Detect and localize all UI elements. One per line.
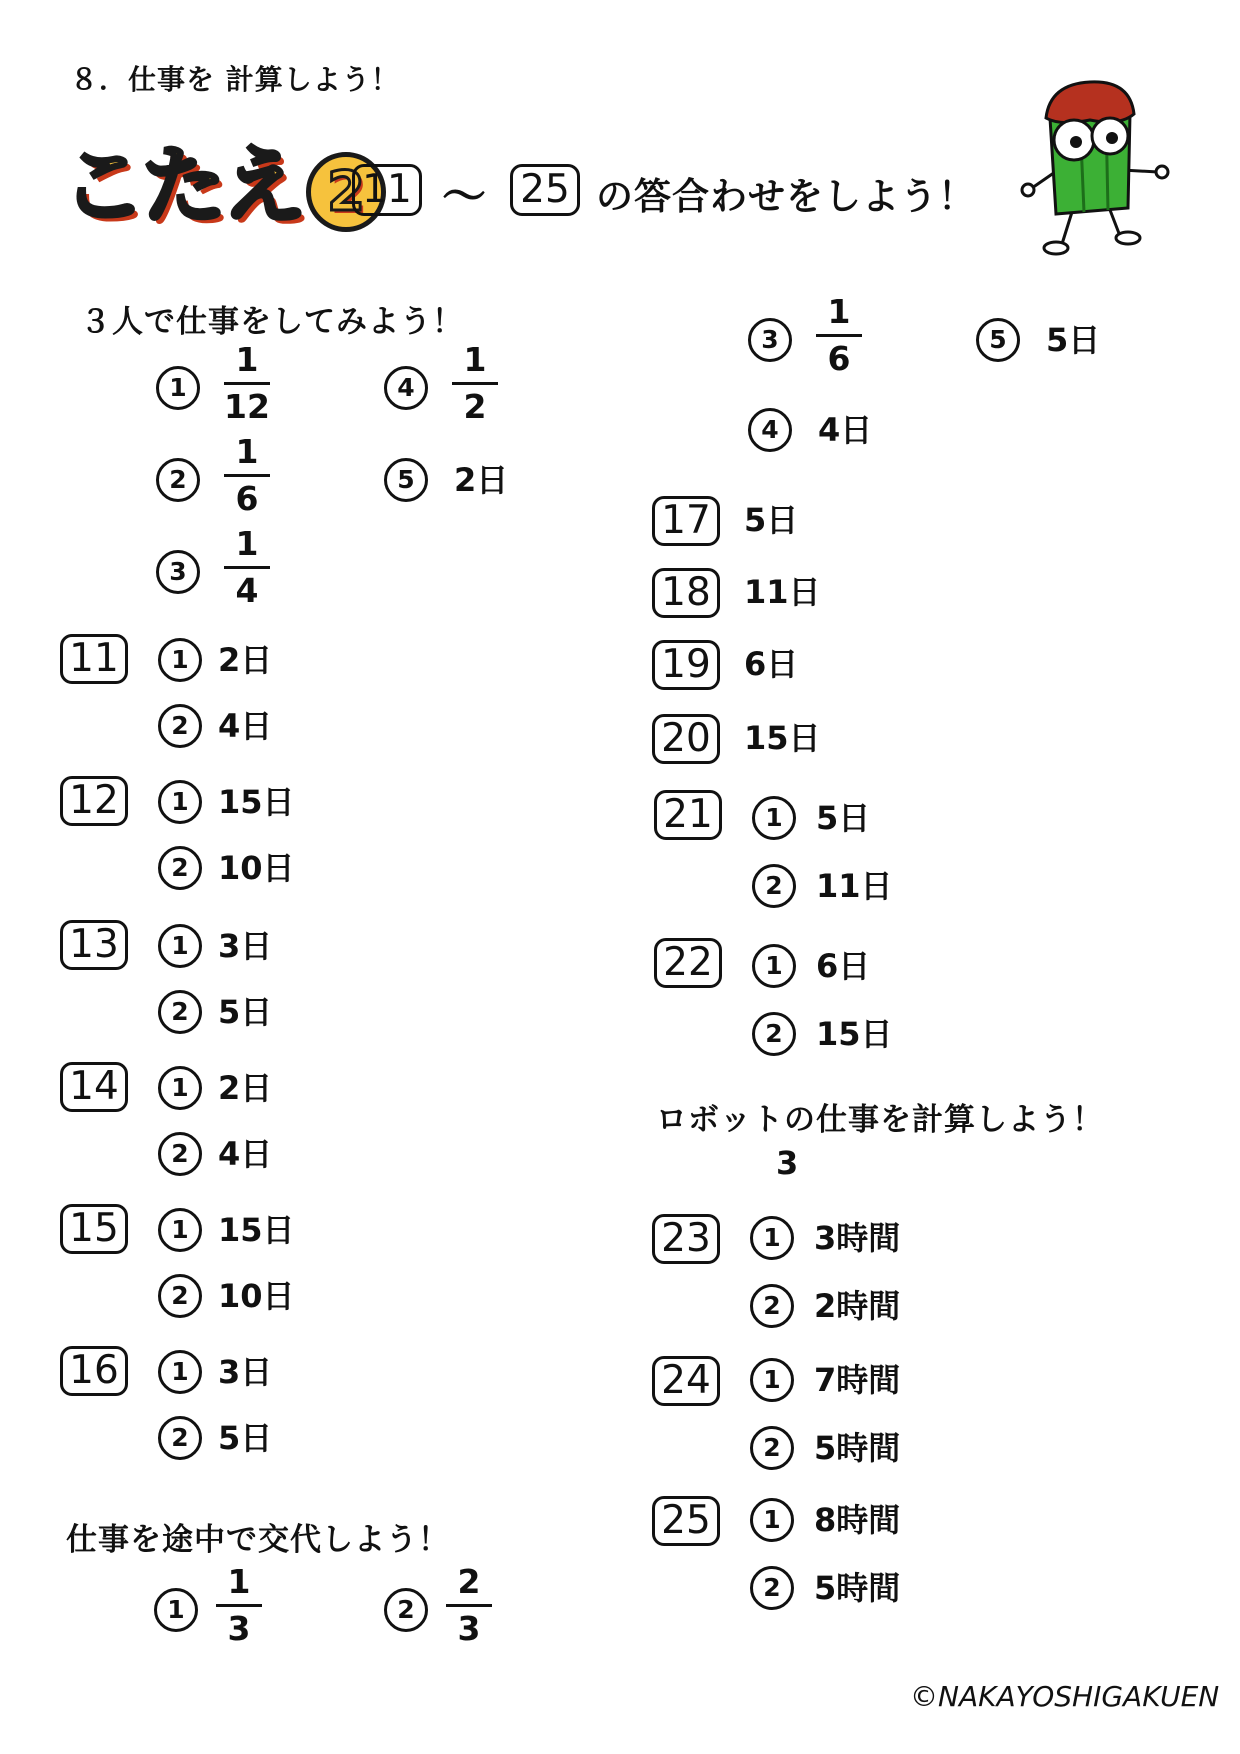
answer-number-circle: 1 [156,366,200,410]
answer-value: 5日 [218,1419,273,1457]
answer-number-circle: 1 [158,924,202,968]
answer-number-circle: 1 [750,1216,794,1260]
fraction-numerator: 1 [235,524,259,563]
answer-fraction [446,1562,492,1649]
answer-number-circle: 5 [384,458,428,502]
answer-number-circle: 1 [752,944,796,988]
answer-number-circle: 1 [752,796,796,840]
answer-number-circle: 2 [750,1566,794,1610]
answer-number-circle: 2 [158,1274,202,1318]
answer-number-circle: 1 [158,638,202,682]
fraction-denominator: 6 [827,339,851,378]
question-number-box: 11 [60,634,128,684]
answer-value: 5日 [744,501,799,539]
fraction-bar [216,1604,262,1607]
answer-number-circle: 3 [156,550,200,594]
section-three-people: ３人で仕事をしてみよう！ [80,304,464,340]
answer-value: 5日 [816,799,871,837]
fraction-numerator: 1 [235,340,259,379]
fraction-bar [446,1604,492,1607]
question-number-box: 24 [652,1356,720,1406]
fraction-bar [816,334,862,337]
range-suffix: の答合わせをしよう！ [596,175,976,218]
question-number-box: 15 [60,1204,128,1254]
range-separator: 〜 [442,171,486,222]
answer-number-circle: 5 [976,318,1020,362]
logo-text: こたえ [62,137,303,235]
answer-number-circle: 4 [384,366,428,410]
answer-number-circle: 2 [384,1588,428,1632]
answer-number-circle: 2 [158,990,202,1034]
answer-number-circle: 2 [158,846,202,890]
answer-value: 2時間 [814,1287,901,1325]
fraction-denominator: 3 [227,1609,251,1648]
answer-value: 11日 [816,867,893,905]
fraction-bar [224,382,270,385]
question-number-box: 25 [652,1496,720,1546]
answer-value: 15日 [218,1211,295,1249]
answer-value: 10日 [218,849,295,887]
fraction-denominator: 12 [224,387,270,426]
section-robot: ロボットの仕事を計算しよう！ [656,1102,1104,1138]
answer-value: 2日 [218,1069,273,1107]
answer-number-circle: 2 [158,1416,202,1460]
robot-answer: 3 [776,1144,799,1182]
answer-fraction [816,292,862,379]
answer-value: 4日 [818,411,873,449]
question-number-box: 22 [654,938,722,988]
answer-value: 7時間 [814,1361,901,1399]
answer-number-circle: 3 [748,318,792,362]
answer-number-circle: 1 [158,780,202,824]
answer-value: 3時間 [814,1219,901,1257]
logo-number: 2 [306,152,386,232]
range-end-box: 25 [510,164,580,216]
answer-value: 15日 [816,1015,893,1053]
lesson-title: ８．仕事を 計算しよう！ [70,63,400,96]
answer-value: 6日 [816,947,871,985]
answer-value: 15日 [744,719,821,757]
fraction-numerator: 2 [457,1562,481,1601]
answer-value: 2日 [454,461,509,499]
question-number-box: 17 [652,496,720,546]
fraction-denominator: 6 [235,479,259,518]
answer-value: 11日 [744,573,821,611]
answer-value: 4日 [218,1135,273,1173]
answer-number-circle: 2 [156,458,200,502]
answer-number-circle: 1 [154,1588,198,1632]
fraction-numerator: 1 [827,292,851,331]
answer-number-circle: 1 [158,1066,202,1110]
fraction-numerator: 1 [235,432,259,471]
answer-number-circle: 4 [748,408,792,452]
fraction-bar [452,382,498,385]
answer-number-circle: 1 [158,1350,202,1394]
fraction-bar [224,566,270,569]
answer-value: 6日 [744,645,799,683]
answer-number-circle: 1 [750,1498,794,1542]
question-number-box: 14 [60,1062,128,1112]
answer-value: 5日 [218,993,273,1031]
question-number-box: 23 [652,1214,720,1264]
fraction-denominator: 4 [235,571,259,610]
question-number-box: 12 [60,776,128,826]
answer-number-circle: 2 [158,1132,202,1176]
answer-fraction [224,432,270,519]
question-number-box: 20 [652,714,720,764]
question-number-box: 13 [60,920,128,970]
answer-fraction [224,524,270,611]
answer-value: 5日 [1046,321,1101,359]
fraction-bar [224,474,270,477]
question-number-box: 16 [60,1346,128,1396]
answer-logo [62,124,365,248]
answer-fraction [452,340,498,427]
section-swap: 仕事を途中で交代しよう！ [66,1522,450,1558]
fraction-numerator: 1 [227,1562,251,1601]
answer-value: 5時間 [814,1569,901,1607]
answer-number-circle: 2 [752,864,796,908]
answer-value: 2日 [218,641,273,679]
copyright-credit: ©NAKAYOSHIGAKUEN [910,1680,1220,1713]
answer-number-circle: 2 [158,704,202,748]
answer-number-circle: 2 [752,1012,796,1056]
fraction-denominator: 2 [463,387,487,426]
answer-fraction [216,1562,262,1649]
answer-value: 15日 [218,783,295,821]
question-number-box: 18 [652,568,720,618]
range-start-box: 11 [352,164,422,216]
answer-value: 8時間 [814,1501,901,1539]
answer-number-circle: 1 [750,1358,794,1402]
fraction-denominator: 3 [457,1609,481,1648]
answer-value: 3日 [218,1353,273,1391]
answer-number-circle: 1 [158,1208,202,1252]
answer-value: 4日 [218,707,273,745]
question-number-box: 19 [652,640,720,690]
answer-number-circle: 2 [750,1426,794,1470]
answer-value: 3日 [218,927,273,965]
answer-fraction [224,340,270,427]
answer-number-circle: 2 [750,1284,794,1328]
question-number-box: 21 [654,790,722,840]
fraction-numerator: 1 [463,340,487,379]
answer-value: 10日 [218,1277,295,1315]
answer-value: 5時間 [814,1429,901,1467]
pencil-mascot-icon [1010,78,1180,258]
